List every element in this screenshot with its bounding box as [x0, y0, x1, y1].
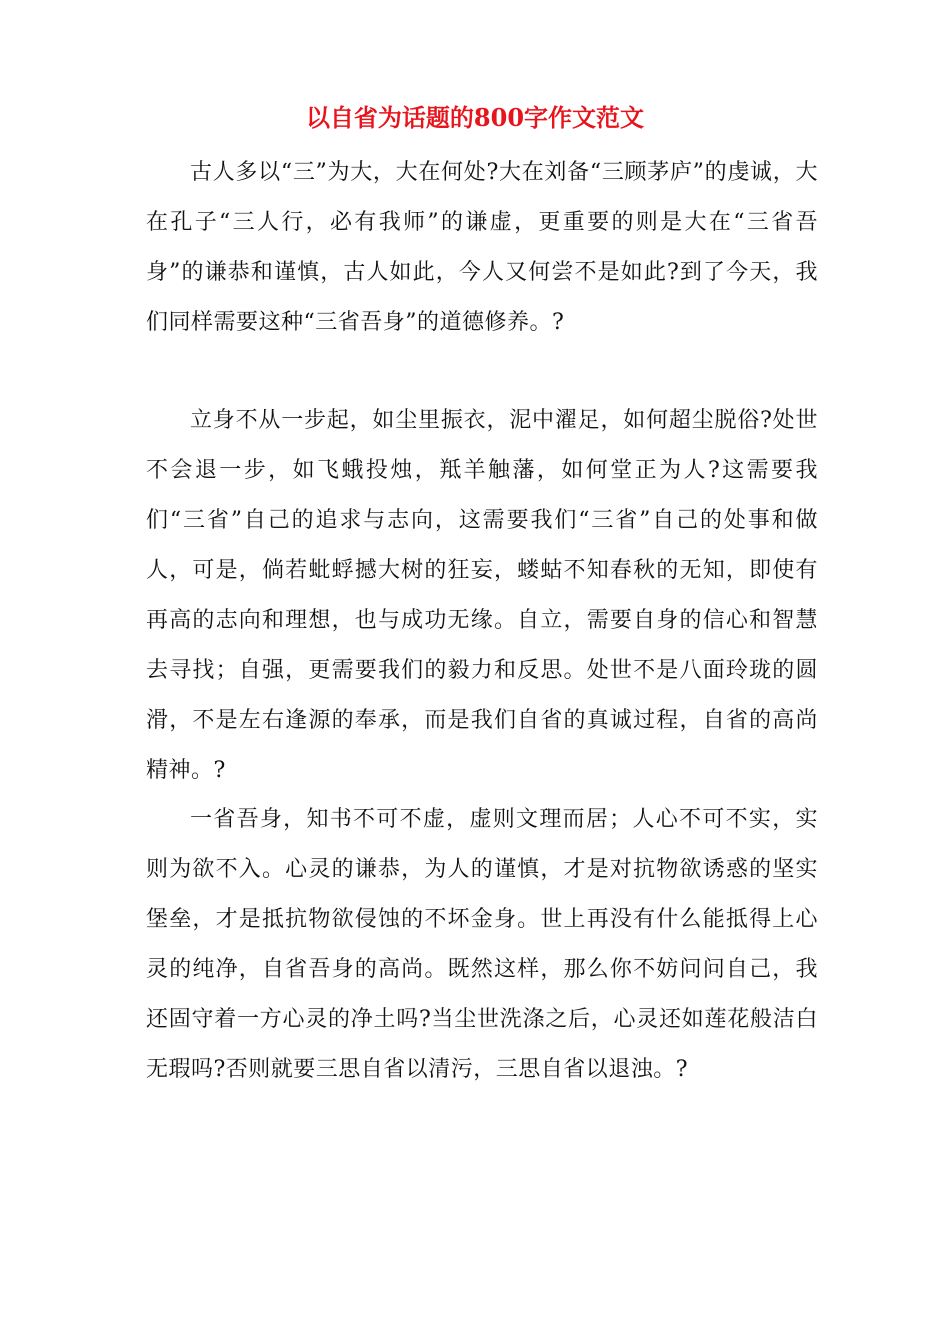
paragraph-1: 古人多以“三”为大，大在何处?大在刘备“三顾茅庐”的虔诚，大在孔子“三人行，必有我师”的谦虚，更重要的则是大在“三省吾身”的谦恭和谨慎，古人如此，今人又何尝不是如此?到了今天，我们同样需要这种“三省吾身”的道德修养。? [146, 160, 818, 335]
document-title: 以自省为话题的800字作文范文 [305, 103, 645, 132]
paragraph-2: 立身不从一步起，如尘里振衣，泥中濯足，如何超尘脱俗?处世不会退一步，如飞蛾投烛，羝羊触藩，如何堂正为人?这需要我们“三省”自己的追求与志向，这需要我们“三省”自己的处事和做人，可是，倘若蚍蜉撼大树的狂妄，蝼蛄不知春秋的无知，即使有再高的志向和理想，也与成功无缘。自立，需要自身的信心和智慧去寻找；自强，更需要我们的毅力和反思。处世不是八面玲珑的圆滑，不是左右逢源的奉承，而是我们自省的真诚过程，自省的高尚精神。? [146, 408, 818, 783]
paragraph-3: 一省吾身，知书不可不虚，虚则文理而居；人心不可不实，实则为欲不入。心灵的谦恭，为人的谨慎，才是对抗物欲诱惑的坚实堡垒，才是抵抗物欲侵蚀的不坏金身。世上再没有什么能抵得上心灵的纯净，自省吾身的高尚。既然这样，那么你不妨问问自己，我还固守着一方心灵的净土吗?当尘世洗涤之后，心灵还如莲花般洁白无瑕吗?否则就要三思自省以清污，三思自省以退浊。? [146, 807, 818, 1082]
